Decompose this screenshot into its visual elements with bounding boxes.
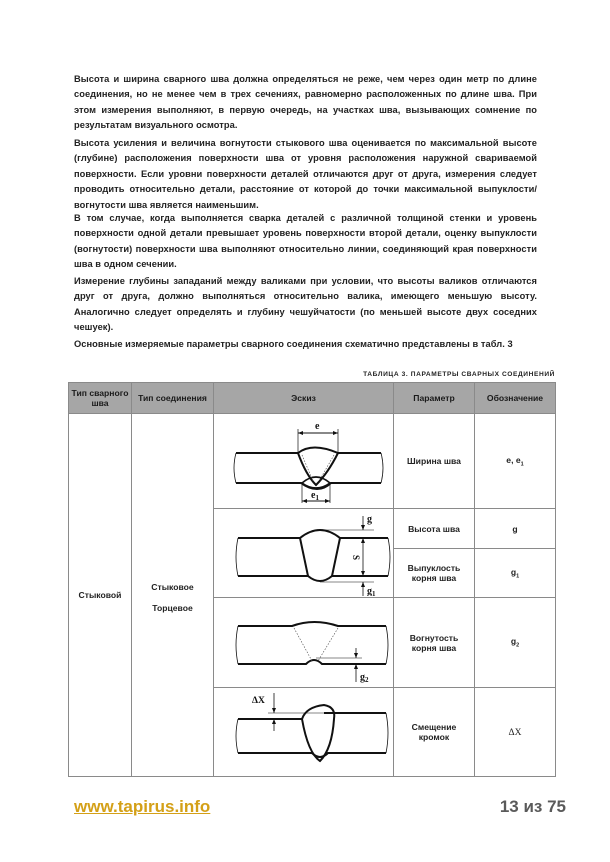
paragraph-2: Высота усиления и величина вогнутости стыкового шва оценивается по максимальной высоте (глубине) расположения поверхности шва от уровня расположения наружной свариваемой поверхности. Если уровни поверхности деталей отличаются друг от друга, измерения следует проводить относительно детали, расстояние от которой до точки максимальной выпуклости/вогнутости шва является наименьшим. bbox=[74, 138, 537, 210]
svg-text:g2: $g_2$ bbox=[359, 671, 368, 684]
parameter-cell: Выпуклость корня шва bbox=[394, 549, 475, 598]
svg-text:ΔX: ΔX bbox=[251, 696, 265, 706]
parameter-cell: Ширина шва bbox=[394, 414, 475, 509]
header-sketch: Эскиз bbox=[214, 383, 394, 414]
connection-type-butt: Стыковое bbox=[151, 582, 194, 592]
symbol-cell: ΔX bbox=[475, 688, 556, 777]
connection-type-cell bbox=[132, 414, 214, 777]
svg-text:g: g bbox=[366, 514, 372, 525]
sketch-edge-offset bbox=[214, 688, 394, 777]
root-concavity-diagram-icon bbox=[216, 600, 392, 686]
header-parameter: Параметр bbox=[394, 383, 475, 414]
symbol-cell: e, $e_1$ bbox=[475, 414, 556, 509]
symbol-cell: $g_2$ bbox=[475, 598, 556, 688]
paragraph-4: Измерение глубины западаний между валиками при условии, что высоты валиков отличаются друг от друга, должно выполняться относительно валика, имеющего меньшую высоту. Аналогично следует определять и глубину чешуйчатости (по меньшей высоте двух соседних чешуек). bbox=[74, 276, 537, 333]
edge-offset-diagram-icon bbox=[216, 689, 392, 775]
svg-text:g1: $g_1$ bbox=[366, 586, 375, 596]
parameter-cell: Высота шва bbox=[394, 509, 475, 549]
table-caption: ТАБЛИЦА 3. ПАРАМЕТРЫ СВАРНЫХ СОЕДИНЕНИЙ bbox=[363, 371, 555, 378]
page-indicator: 13 из 75 bbox=[499, 797, 566, 816]
svg-text:e1: $e_1$ bbox=[310, 490, 319, 502]
weld-parameters-table bbox=[68, 382, 556, 777]
weld-height-diagram-icon bbox=[216, 510, 392, 596]
header-weld-type: Тип сварного шва bbox=[69, 383, 132, 414]
sketch-root-concavity bbox=[214, 598, 394, 688]
svg-text:S: S bbox=[350, 555, 361, 561]
paragraph-3: В том случае, когда выполняется сварка деталей с различной толщиной стенки и уровень поверхности одной детали превышает уровень поверхности второй детали, оценку выпуклости (вогнутости) поверхности шва выполняют относительно линии, соединяющий края поверхности шва в одном сечении. bbox=[74, 213, 537, 270]
parameter-cell: Вогнутость корня шва bbox=[394, 598, 475, 688]
weld-width-diagram-icon bbox=[216, 415, 392, 507]
sketch-weld-height bbox=[214, 509, 394, 598]
paragraph-1: Высота и ширина сварного шва должна определяться не реже, чем через один метр по длине соединения, но не менее чем в трех сечениях, равномерно расположенных по длине шва. При этом измерения выполняют, в первую очередь, на участках шва, вызывающих сомнение по результатам визуального осмотра. bbox=[74, 74, 537, 131]
website-link[interactable]: www.tapirus.info bbox=[74, 797, 211, 816]
connection-type-edge: Торцевое bbox=[152, 603, 193, 613]
paragraph-5: Основные измеряемые параметры сварного соединения схематично представлены в табл. 3 bbox=[74, 339, 513, 349]
table-row bbox=[69, 414, 556, 509]
symbol-cell: g bbox=[475, 509, 556, 549]
header-symbol: Обозначение bbox=[475, 383, 556, 414]
table-header-row bbox=[69, 383, 556, 414]
symbol-cell: $g_1$ bbox=[475, 549, 556, 598]
parameter-cell: Смещение кромок bbox=[394, 688, 475, 777]
sketch-weld-width bbox=[214, 414, 394, 509]
weld-type-cell: Стыковой bbox=[69, 414, 132, 777]
label-e: e bbox=[314, 421, 319, 432]
header-connection-type: Тип соединения bbox=[132, 383, 214, 414]
